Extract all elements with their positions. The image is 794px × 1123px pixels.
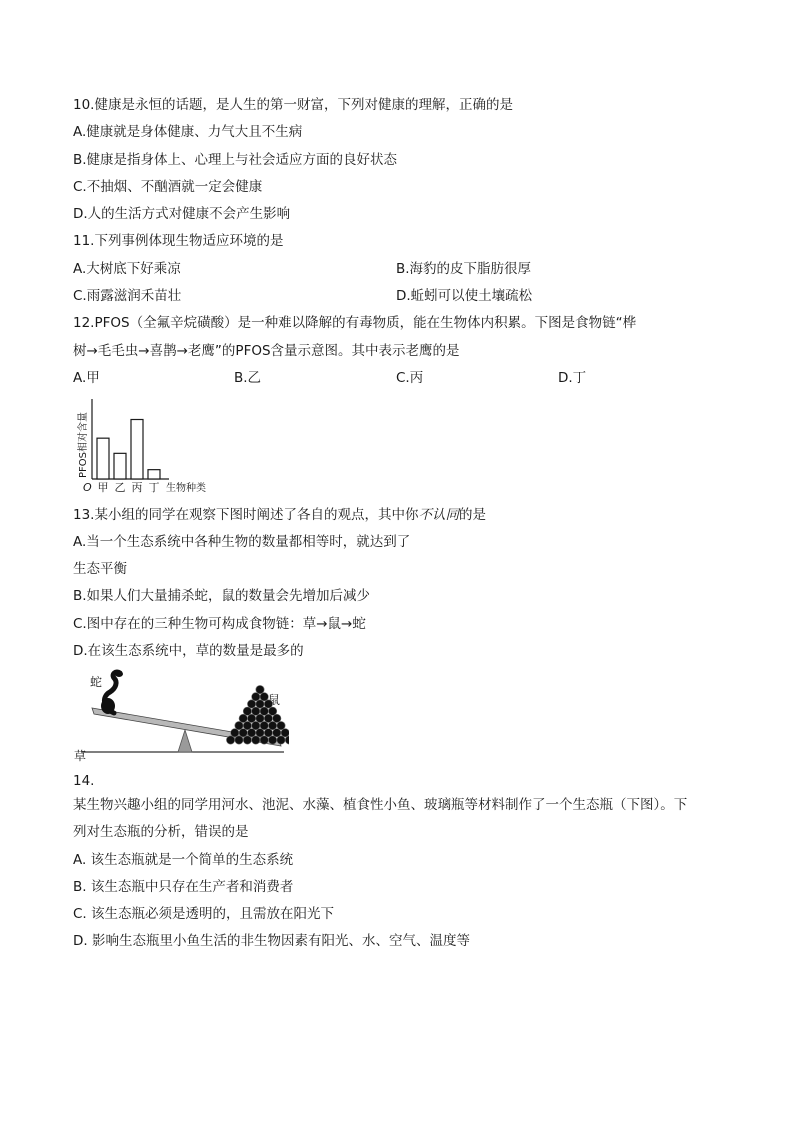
q13-option-a: A.当一个生态系统中各种生物的数量都相等时，就达到了 (73, 534, 411, 550)
q14-option-a: A. 该生态瓶就是一个简单的生态系统 (73, 852, 294, 868)
bar-乙 (114, 453, 126, 479)
fulcrum-triangle (178, 730, 192, 752)
q14-number: 14. (73, 773, 95, 789)
q10-option-a: A.健康就是身体健康、力气大且不生病 (73, 124, 303, 140)
q12-option-d: D.丁 (558, 370, 587, 386)
q13-stem (73, 506, 486, 524)
q12-option-c: C.丙 (396, 370, 424, 386)
tick-label-丁: 丁 (148, 481, 160, 494)
q11-option-d: D.蚯蚓可以使土壤疏松 (396, 288, 533, 304)
q10-stem: 10.健康是永恒的话题，是人生的第一财富，下列对健康的理解，正确的是 (73, 97, 513, 113)
q10-option-b: B.健康是指身体上、心理上与社会适应方面的良好状态 (73, 152, 398, 168)
q13-stem-emphasis: 不认同 (418, 507, 459, 523)
q14-option-d: D. 影响生态瓶里小鱼生活的非生物因素有阳光、水、空气、温度等 (73, 933, 470, 949)
q10-option-d: D.人的生活方式对健康不会产生影响 (73, 206, 291, 222)
tick-label-乙: 乙 (114, 481, 126, 494)
q11-stem: 11.下列事例体现生物适应环境的是 (73, 233, 284, 249)
bar-丁 (148, 470, 160, 479)
q14-stem-line1: 某生物兴趣小组的同学用河水、池泥、水藻、植食性小鱼、玻璃瓶等材料制作了一个生态瓶（下图）。下 (73, 797, 688, 813)
grass-label: 草 (74, 749, 87, 763)
tick-label-甲: 甲 (97, 481, 109, 494)
snake-label: 蛇 (90, 675, 103, 689)
q12-stem-line2: 树→毛毛虫→喜鹊→老鹰”的PFOS含量示意图。其中表示老鹰的是 (73, 343, 460, 359)
seesaw-figure (74, 668, 289, 763)
q12-option-a: A.甲 (73, 370, 100, 386)
bar-甲 (97, 438, 109, 479)
q13-option-a-cont: 生态平衡 (73, 561, 127, 577)
q13-stem-suffix: 的是 (458, 507, 486, 523)
q10-option-c: C.不抽烟、不酗酒就一定会健康 (73, 179, 263, 195)
q12-stem-line1: 12.PFOS（全氟辛烷磺酸）是一种难以降解的有毒物质，能在生物体内积累。下图是食物链“桦 (73, 315, 637, 331)
q11-option-c: C.雨露滋润禾苗壮 (73, 288, 182, 304)
q11-option-a: A.大树底下好乘凉 (73, 261, 181, 277)
q11-option-b: B.海豹的皮下脂肪很厚 (396, 261, 532, 277)
bar-丙 (131, 420, 143, 480)
tick-label-丙: 丙 (131, 481, 143, 494)
chart-y-label: PFOS相对含量 (78, 411, 89, 478)
chart-origin-label: O (83, 481, 92, 494)
q14-stem-line2: 列对生态瓶的分析，错误的是 (73, 824, 249, 840)
mouse-label: 鼠 (268, 693, 281, 707)
q13-stem-prefix: 13.某小组的同学在观察下图时阐述了各自的观点，其中你 (73, 507, 419, 523)
q14-option-b: B. 该生态瓶中只存在生产者和消费者 (73, 879, 294, 895)
chart-x-label: 生物种类 (166, 483, 206, 494)
q14-option-c: C. 该生态瓶必须是透明的，且需放在阳光下 (73, 906, 335, 922)
q13-option-d: D.在该生态系统中，草的数量是最多的 (73, 643, 304, 659)
snake-figure (101, 671, 123, 714)
q13-option-c: C.图中存在的三种生物可构成食物链：草→鼠→蛇 (73, 616, 366, 632)
q12-option-b: B.乙 (234, 370, 262, 386)
pfos-bar-chart (74, 393, 224, 498)
q13-option-b: B.如果人们大量捕杀蛇，鼠的数量会先增加后减少 (73, 588, 371, 604)
